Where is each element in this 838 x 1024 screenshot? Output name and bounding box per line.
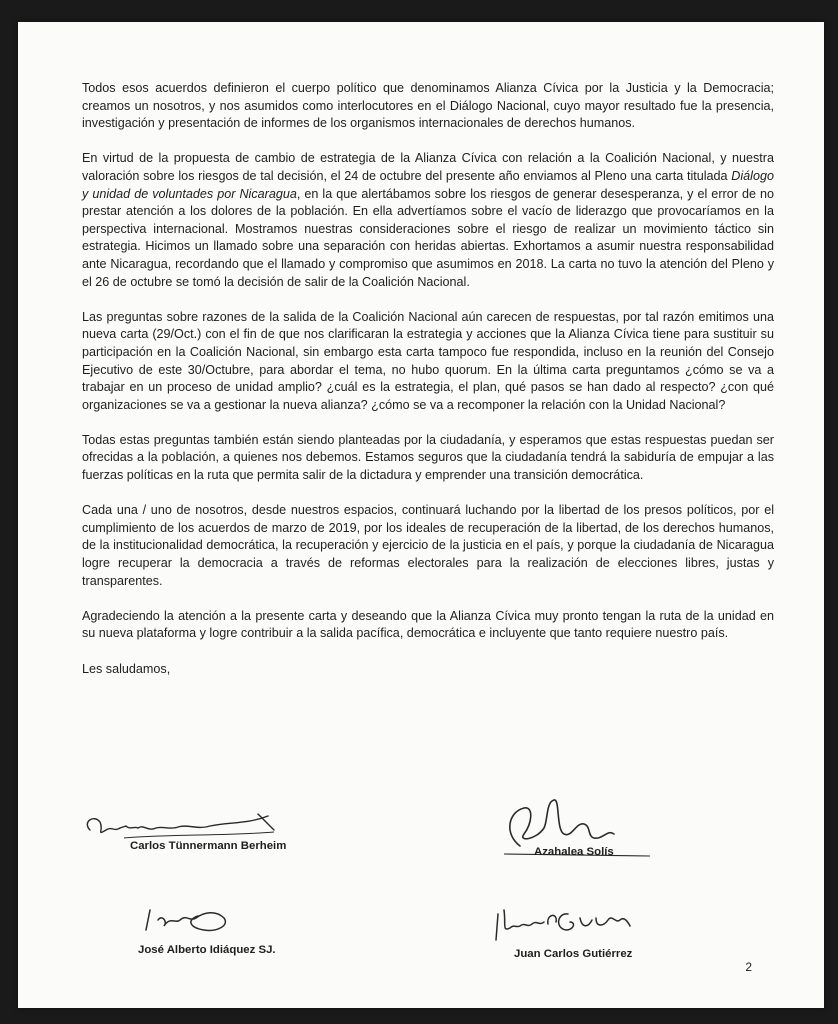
signature-block-gutierrez (484, 900, 632, 960)
page-number: 2 (745, 960, 752, 974)
letter-title-italic: Diálogo y unidad de voluntades por Nicaragua (82, 168, 774, 201)
paragraph-4: Todas estas preguntas también están siendo planteadas por la ciudadanía, y esperamos que estas respuestas puedan ser ofrecidas a la población, a quienes nos debemos. Estamos seguros que la ciudadanía tendrá la sabiduría de empujar a las fuerzas políticas en la ruta que permita salir de la dictadura y emprender una transición democrática. (82, 432, 774, 483)
signature-block-idiaquez (80, 904, 276, 956)
signatory-name-gutierrez: Juan Carlos Gutiérrez (514, 948, 633, 960)
signatory-name-idiaquez: José Alberto Idiáquez SJ. (138, 944, 276, 956)
paragraph-3: Las preguntas sobre razones de la salida de la Coalición Nacional aún carecen de respuestas, por tal razón emitimos una nueva carta (29/Oct.) con el fin de que nos clarificaran la estrategia y acciones que la Alianza Cívica tiene para sustituir su participación en la Coalición Nacional, sin embargo esta carta tampoco fue respondida, incluso en la reunión del Consejo Ejecutivo de este 30/Octubre, para abordar el tema, no hubo quorum. En la última carta preguntamos ¿cómo se va a trabajar en un proceso de unidad amplio? ¿cuál es la estrategia, el plan, qué pasos se han dado al respecto? ¿con qué organizaciones se va a gestionar la nueva alianza? ¿cómo se va a recomponer la relación con la Unidad Nacional? (82, 309, 774, 412)
letter-page (18, 22, 824, 1008)
paragraph-5: Cada una / uno de nosotros, desde nuestros espacios, continuará luchando por la libertad de los presos políticos, por el cumplimiento de los acuerdos de marzo de 2019, por los ideales de recuperación de la libertad, de los derechos humanos, de la institucionalidad democrática, la recuperación y ejercicio de la justicia en el país, y porque la ciudadanía de Nicaragua logre recuperar la democracia a través de reformas electorales para la realización de elecciones libres, justas y transparentes. (82, 503, 774, 588)
paragraph-2 (82, 150, 774, 291)
salutation: Les saludamos, (82, 661, 171, 676)
signature-block-tunnermann (78, 814, 286, 852)
paragraph-2-start: En virtud de la propuesta de cambio de estrategia de la Alianza Cívica con relación a la Coalición Nacional, y nuestra valoración sobre los riesgos de tal decisión, el 24 de octubre del presente año enviamos al Pleno una carta titulada (82, 151, 774, 183)
paragraph-1: Todos esos acuerdos definieron el cuerpo político que denominamos Alianza Cívica por la Justicia y la Democracia; creamos un nosotros, y nos asumidos como interlocutores en el Diálogo Nacional, cuyo mayor resultado fue la presencia, investigación y presentación de informes de los organismos internacionales de derechos humanos. (82, 81, 774, 131)
signature-scribble-idiaquez (80, 900, 240, 940)
signature-block-solis (474, 794, 614, 858)
paragraph-6: Agradeciendo la atención a la presente carta y deseando que la Alianza Cívica muy pronto tengan la ruta de la unidad en su nueva plataforma y logre contribuir a la salida pacífica, democrática e incluyente que tanto requiere nuestro país. (82, 608, 774, 641)
signatory-name-solis: Azahalea Solís (534, 846, 614, 858)
letter-body (82, 80, 774, 696)
paragraph-2-end: , en la que alertábamos sobre los riesgos de generar desesperanza, y el error de no prestar atención a los dolores de la población. En ella advertíamos sobre el vacío de liderazgo que provocaríamos en la perspectiva internacional. Mostramos nuestras consideraciones sobre el riesgo de realizar un movimiento táctico sin estrategia. Hicimos un llamado sobre una separación con heridas abiertas. Exhortamos a asumir nuestra responsabilidad ante Nicaragua, recordando que el llamado y compromiso que asumimos en 2018. La carta no tuvo la atención del Pleno y el 26 de octubre se tomó la decisión de salir de la Coalición Nacional. (82, 186, 774, 289)
signatory-name-tunnermann: Carlos Tünnermann Berheim (130, 840, 287, 852)
